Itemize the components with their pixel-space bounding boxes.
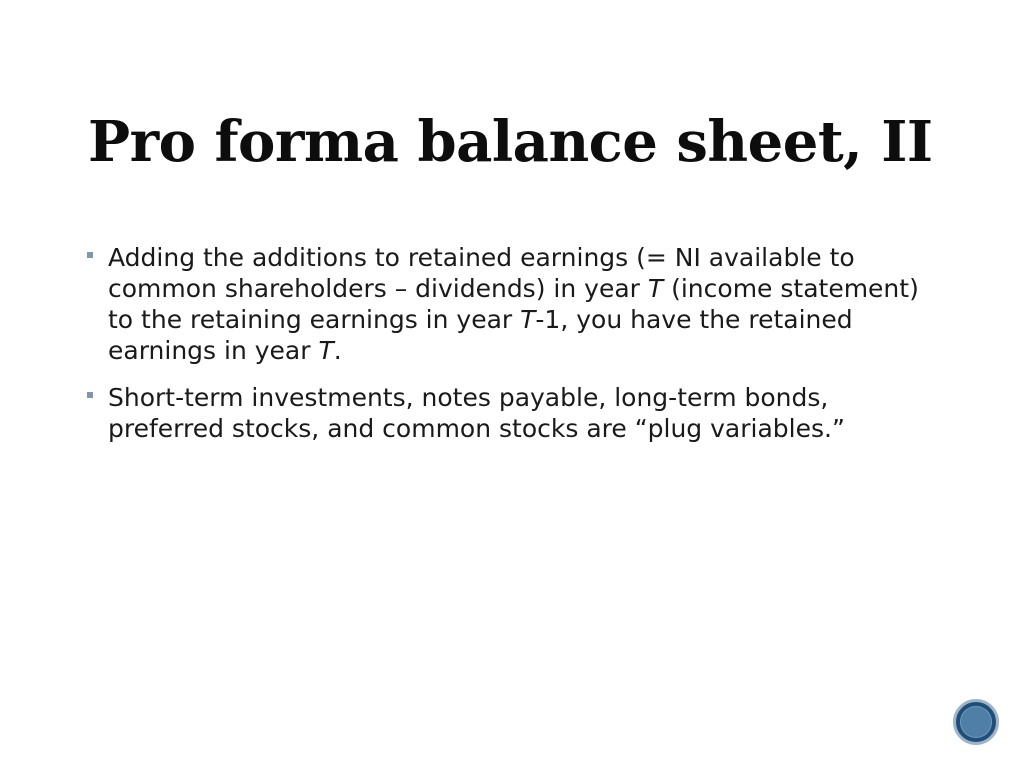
- bullet-list: [86, 242, 936, 460]
- bullet-item-plug-variables: [86, 382, 936, 444]
- bullet-text-part-italic: T: [318, 336, 334, 365]
- bullet-text-part-italic: T: [647, 274, 664, 303]
- bullet-text: [108, 383, 845, 443]
- bullet-text-part-italic: T: [520, 305, 536, 334]
- bullet-text-part: Short-term investments, notes payable, long-term bonds, preferred stocks, and common stocks are “plug variables.”: [108, 383, 845, 443]
- bullet-text-part: .: [333, 336, 342, 365]
- bullet-square-icon: [87, 252, 93, 258]
- slide-nav-button[interactable]: [953, 699, 999, 745]
- bullet-text-part: -1, you have the retained earnings in year: [108, 305, 853, 365]
- bullet-item-retained-earnings: [86, 242, 936, 366]
- circle-nav-icon: [960, 706, 992, 738]
- bullet-text-part: (income statement) to the retaining earnings in year: [108, 274, 919, 334]
- bullet-square-icon: [87, 392, 93, 398]
- bullet-text: [108, 243, 919, 365]
- bullet-text-part: Adding the additions to retained earnings (= NI available to common shareholders – dividends) in year: [108, 243, 855, 303]
- slide-title: Pro forma balance sheet, II: [88, 109, 933, 175]
